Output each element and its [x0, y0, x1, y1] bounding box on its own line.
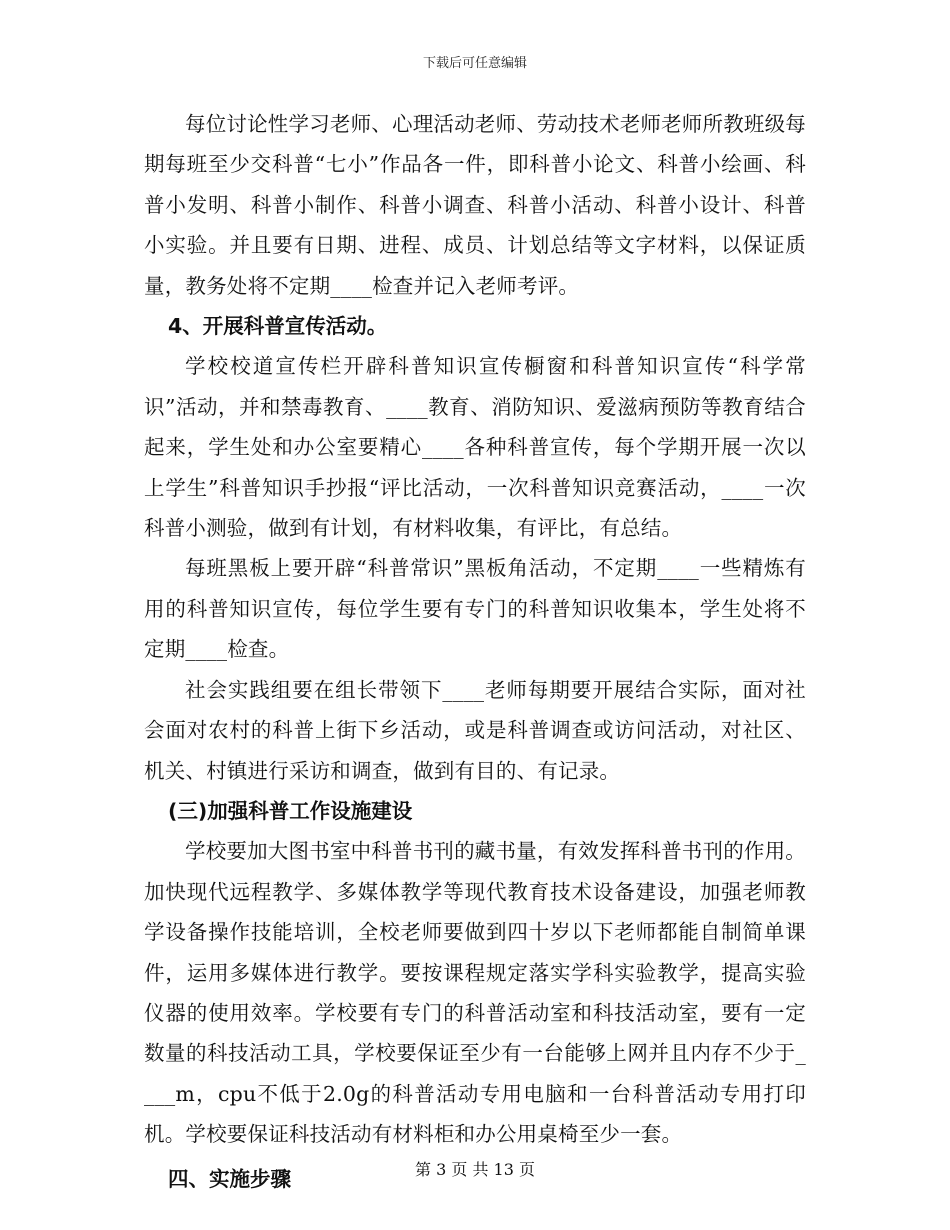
paragraph-social-practice: 社会实践组要在组长带领下____老师每期要开展结合实际，面对社会面对农村的科普上街下乡活动，或是科普调查或访问活动，对社区、机关、村镇进行采访和调查，做到有目的、有记录。 — [144, 677, 806, 783]
paragraph-blackboard-corner: 每班黑板上要开辟“科普常识”黑板角活动，不定期____一些精炼有用的科普知识宣传，每位学生要有专门的科普知识收集本，学生处将不定期____检查。 — [144, 556, 806, 662]
paragraph-facilities: 学校要加大图书室中科普书刊的藏书量，有效发挥科普书刊的作用。加快现代远程教学、多媒体教学等现代教育技术设备建设，加强老师教学设备操作技能培训，全校老师要做到四十岁以下老师都能自制简单课件，运用多媒体进行教学。要按课程规定落实学科实验教学，提高实验仪器的使用效率。学校要有专门的科普活动室和科技活动室，要有一定数量的科技活动工具，学校要保证至少有一台能够上网并且内存不少于____m，cpu不低于2.0g的科普活动专用电脑和一台科普活动专用打印机。学校要保证科技活动有材料柜和办公用桌椅至少一套。 — [144, 839, 806, 1147]
paragraph-school-publicity: 学校校道宣传栏开辟科普知识宣传橱窗和科普知识宣传“科学常识”活动，并和禁毒教育、____教育、消防知识、爱滋病预防等教育结合起来，学生处和办公室要精心____各种科普宣传，每个学期开展一次以上学生”科普知识手抄报“评比活动，一次科普知识竞赛活动，____一次科普小测验，做到有计划，有材料收集，有评比，有总结。 — [144, 354, 806, 541]
page-header: 下载后可任意编辑 — [422, 56, 527, 71]
heading-facility-construction: (三)加强科普工作设施建设 — [168, 798, 413, 823]
document-body — [144, 104, 806, 1199]
heading-implementation-steps: 四、实施步骤 — [168, 1166, 291, 1191]
paragraph-teacher-works: 每位讨论性学习老师、心理活动老师、劳动技术老师老师所教班级每期每班至少交科普“七小”作品各一件，即科普小论文、科普小绘画、科普小发明、科普小制作、科普小调查、科普小活动、科普小设计、科普小实验。并且要有日期、进程、成员、计划总结等文字材料，以保证质量，教务处将不定期____检查并记入老师考评。 — [144, 112, 806, 298]
page-footer: 第 3 页 共 13 页 — [415, 1160, 535, 1179]
heading-publicity-activities: 4、开展科普宣传活动。 — [168, 314, 388, 339]
